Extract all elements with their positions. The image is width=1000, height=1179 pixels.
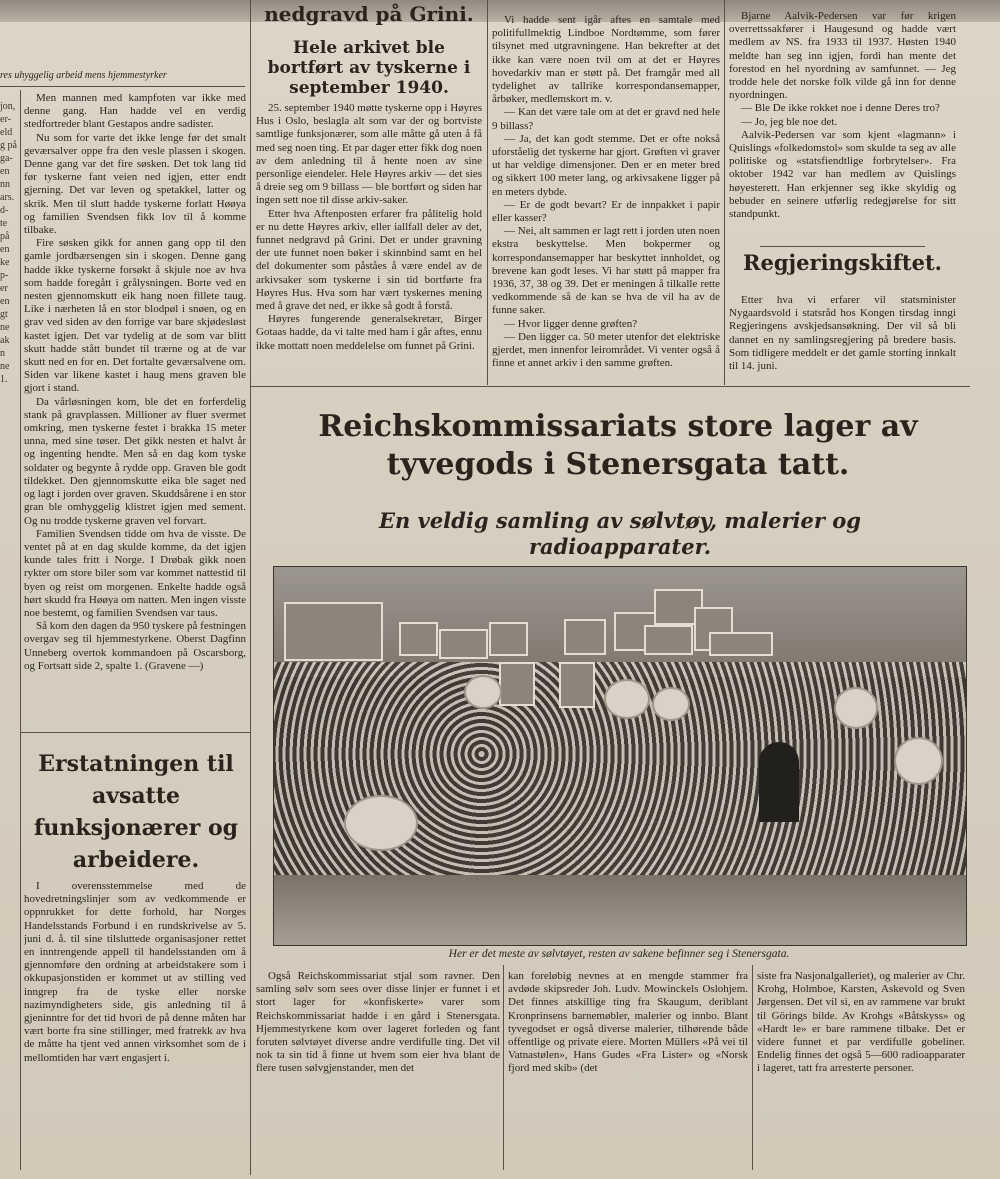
main-col-1: Også Reichskommissariat stjal som ravner. Den samling sølv som sees over disse linjer er funnet i et stort lager for «konfiskerte» varer som Reichskommissariat hadde i en gård i Stenersgata. Hjemmestyrkene kom over lageret forleden og fant foruten sølvtøyet diverse andre verdifulle ting. Det vil nok ta sin tid å finne ut hvem som eier hva blant de flere tusen sølvgjenstander, men det — [256, 970, 500, 1075]
edge-fragment: eld — [0, 127, 13, 138]
paragraph: — Den ligger ca. 50 meter utenfor det elektriske gjerdet, men innenfor leirområdet. Vi venter også å finne et annet arkiv i den samme grøften. — [492, 330, 720, 370]
paragraph: — Nei, alt sammen er lagt rett i jorden uten noen ekstra beskyttelse. Men bokpermer og korrespondansemapper har beskyttet innholdet, og brevene kan godt leses. Vi har støtt på mapper fra 1936, 37, 38 og 39. Det er meningen å tilkalle rette vedkommende så de kan se hva de vil ha av de funne saker. — [492, 225, 720, 317]
edge-fragment: ne — [0, 322, 10, 333]
edge-fragment: på — [0, 231, 10, 242]
paragraph: — Ble De ikke rokket noe i denne Deres tro? — [741, 102, 940, 115]
erstatningen-body: I overensstemmelse med de hovedretningslinjer som av vedkommende er oppnrukket for dette forhold, har Norges Handelsstands Forbund i en rundskrivelse av 5. juni d. å. til sine tilsluttede organisasjoner rettet en inntrengende appell til handelsstanden om å gjennomføre den ordning at arbeidstakere som i okkupasjonstiden er kommet ut av stilling ved inngrep fra de tyske eller norske nazimyndigheters side, gis anledning til å gjeninntre for det tid hvori de på denne måten har vært borte fra sine stillinger, med fratrekk av hva de måtte ha tjent ved annen virksomhet som de i mellomtiden har vært engasjert i. — [24, 880, 246, 1064]
paragraph: Etter hva Aftenposten erfarer fra pålitelig hold er nu dette Høyres arkiv, eller iallfall deler av det, funnet nedgravd på Grini. Det er under gravning der ute funnet noen bøker i skinnbind samt en hel del dokumenter som påståes å være endel av de arkivsaker som tyskerne i sin tid bortførte fra Høyres Hus. Hva som har vært tyskernes mening med å grave det ned, er ikke så godt å forstå. — [256, 207, 482, 313]
paragraph: Fire søsken gikk for annen gang opp til den gamle jordbærsengen sin i skogen. Denne gang hadde ikke tyskerne forsøkt å skjule noe av hva som hadde foregått i grålysningen. Borte ved en nesten gjennomskutt eik hang noen fillete taug. Like i nærheten lå en stor blodpøl i snøen, og en grav ved siden av den forrige var bare skjødesløst kastet igjen. Det var tydelig at de som var blitt skutt hadde stått bundet til trærne og at de var skutt ned en for en. Det fortalte geværsalvene om. Siden var likene kastet i haug mens graven ble gjort i stand. — [24, 237, 246, 395]
paragraph: Da vårløsningen kom, ble det en forferdelig stank på gravplassen. Millioner av fluer svermet omkring, men tyskerne festet i brakka 15 meter unna, med sine tøser. Det gikk nesten et halvt år og ingenting hendte. Men så en dag kom tyske soldater og begynte å rydde opp. Graven ble godt tildekket. Den gjennomskutte eika ble saget ned og lagt i jorden over graven. Skuddsårene i en stor gran ble omhyggelig klistret igjen med sement. Og nu trodde tyskerne graven vel forvart. — [24, 395, 246, 527]
paragraph: — Er de godt bevart? Er de innpakket i papir eller kasser? — [492, 198, 720, 225]
column-rule — [724, 0, 725, 385]
edge-fragment: te — [0, 218, 8, 229]
column-rule — [250, 0, 251, 385]
silverware-photo — [273, 566, 967, 946]
edge-fragment: ke — [0, 257, 10, 268]
top-left-caption: res uhyggelig arbeid mens hjemmestyrker — [0, 70, 167, 81]
paragraph: — Hvor ligger denne grøften? — [504, 317, 638, 330]
column-rule — [250, 385, 251, 1175]
edge-fragment: d- — [0, 205, 9, 216]
paragraph: Nu som for varte det ikke lenge før det smalt geværsalver oppe fra den vesle plassen i skogen. Denne gang var det fire søsken. Det tok lang tid før tyskerne fant veien ned igjen, etter endt gjerning. Det var leven og spetakkel, latter og skrik. Men til slutt hadde tyskerne forlatt Høøya og familien Svendsen fikk lov til å komme tilbake. — [24, 131, 246, 237]
paragraph: — Kan det være tale om at det er gravd ned hele 9 billass? — [492, 106, 720, 132]
paragraph: 25. september 1940 møtte tyskerne opp i Høyres Hus i Oslo, beslagla alt som var der og bortviste samtlige funksjonærer, som alle måtte gå uten å få med seg noen ting. Et par dager etter fikk dog noen av dem anledning til å hente noen av sine personlige eiendeler. Hele Høyres arkiv — det sies å dreie seg om 9 billass — ble bortført og siden har ingen sett noe til disse arkiv-saker. — [256, 102, 482, 207]
edge-fragment: ga- — [0, 153, 13, 164]
regjeringskiftet-headline: Regjeringskiftet. — [743, 250, 942, 275]
edge-fragment: 1. — [0, 374, 8, 385]
main-headline: Reichskommissariats store lager av tyvegods i Stenersgata tatt. — [318, 409, 918, 482]
divider — [20, 732, 250, 733]
paragraph: Familien Svendsen tidde om hva de visste. De ventet på at en dag skulde komme, da det igjen kunde tales fritt i Norge. I Drøbak gikk noen rykter om store biler som var kommet nattestid til byen og reist om morgenen. Enkelte hadde også hørt skudd fra Høøya om natten. Men ingen visste noe bestemt, og familien Svendsen var taus. — [24, 527, 246, 619]
main-col-2: kan foreløbig nevnes at en mengde stammer fra avdøde skipsreder Joh. Ludv. Mowinckels Oslohjem. Det finnes atskillige ting fra Skaugum, deriblant Kronprinsens barnemøbler, malerier og innbo. Blant tyvegodset er også diverse malerier, tilhørende både offentlige og private eiere. Morten Müllers «På vei til Vatnastølen», Hans Gudes «Fra Lister» og «Norsk fjord med skib» (det — [508, 970, 748, 1075]
edge-fragment: en — [0, 244, 10, 255]
regjeringskiftet-body: Etter hva vi erfarer vil statsminister Nygaardsvold i statsråd hos Kongen tirsdag inngi Regjeringens avskjedsansøkning. Der vil så bli dannet en ny samlingsregjering på bredere basis. Som tidligere meddelt er det gamle storting innkalt til 14. juni. — [729, 294, 956, 373]
edge-fragment: jon, — [0, 101, 16, 112]
edge-fragment: nn — [0, 179, 10, 190]
edge-fragment: en — [0, 166, 10, 177]
paragraph: Så kom den dagen da 950 tyskere på festningen overgav seg til hjemmestyrkene. Oberst Dagfinn Unneberg overtok kommandoen på Oscarsborg, og Fortsatt side 2, spalte 1. (Gravene —) — [24, 620, 246, 672]
left-edge-fragments — [0, 100, 20, 1160]
edge-fragment: ne — [0, 361, 10, 372]
column-b-headline: Hele arkivet ble bortført av tyskerne i september 1940. — [267, 38, 471, 98]
main-subheadline: En veldig samling av sølvtøy, malerier og radioapparater. — [379, 508, 861, 559]
column-b-body — [256, 102, 482, 384]
divider — [760, 246, 925, 247]
edge-fragment: en — [0, 296, 10, 307]
paragraph: Bjarne Aalvik-Pedersen var før krigen overrettssakfører i Haugesund og hadde vært medlem av NS. fra 1933 til 1937. Høsten 1940 meldte han seg inn igjen, fordi han mente det forestod en hel nyordning av samfunnet. — Jeg trodde hele det norske folk vilde gå inn for denne nyordningen. — [729, 10, 956, 102]
paragraph: Aalvik-Pedersen var som kjent «lagmann» i Quislings «folkedomstol» som skulde ta seg av alle politiske og «statsfiendtlige forbrytelser». Fra oktober 1942 var han medlem av Quislings høyesterett. Han erkjenner seg ikke skyldig og bebuder en seinere utførlig redegjørelse for sitt standpunkt. — [729, 128, 956, 221]
main-col-3: siste fra Nasjonalgalleriet), og malerier av Chr. Krohg, Holmboe, Karsten, Askevold og Sven Jørgensen. Det vil si, en av rammene var brukt til Görings bilde. Av Krohgs «Båtskyss» og «Hardt le» er bare rammene tilbake. Det er videre funnet et par verdifulle gobeliner. Endelig finnes det også 5—600 radioapparater i lageret, tatt fra arresterte personer. — [757, 970, 965, 1075]
column-b-headline-fragment: nedgravd på Grini. — [264, 2, 474, 26]
paragraph: — Jo, jeg ble noe det. — [741, 115, 838, 128]
edge-fragment: er- — [0, 114, 11, 125]
paragraph: Men mannen med kampfoten var ikke med denne gang. Han hadde vel en verdig stedfortreder blant Gestapos andre sadister. — [24, 92, 246, 131]
paragraph: Høyres fungerende generalsekretær, Birger Gotaas hadde, da vi talte med ham i går aftes, ennu ikke mottatt noen meddelelse om funnet på Grini. — [256, 313, 482, 352]
divider — [250, 386, 970, 387]
erstatningen-headline: Erstatningen til avsatte funksjonærer og arbeidere. — [33, 751, 239, 873]
edge-fragment: er — [0, 283, 8, 294]
column-c-body — [492, 14, 720, 384]
column-d-body — [729, 10, 956, 232]
column-a — [24, 92, 246, 727]
edge-fragment: gt — [0, 309, 8, 320]
column-rule — [503, 965, 504, 1170]
divider — [0, 86, 245, 87]
edge-fragment: g på — [0, 140, 17, 151]
photo-caption: Her er det meste av sølvtøyet, resten av sakene befinner seg i Stenersgata. — [448, 948, 790, 960]
edge-fragment: ak — [0, 335, 10, 346]
edge-fragment: n — [0, 348, 5, 359]
edge-fragment: p- — [0, 270, 9, 281]
paragraph: Vi hadde sent igår aftes en samtale med politifullmektig Lindboe Nordtømme, som fører tilsynet med utgravningene. Han bekrefter at det ikke kan være noen tvil om at det er Høyres hovedarkiv man er støtt på. Det framgår med all tydelighet av tallrike korrespondansemapper, årbøker, medlemskort m. v. — [492, 14, 720, 106]
paragraph: — Ja, det kan godt stemme. Det er ofte nokså uforståelig det tyskerne har gjort. Grøften vi graver ut har veldige dimensjoner. Den er en meter bred og sikkert 100 meter lang, og arkivsakene ligger på en meters dybde. — [492, 132, 720, 198]
edge-fragment: ars. — [0, 192, 15, 203]
column-rule — [20, 90, 21, 1170]
column-rule — [487, 0, 488, 385]
column-rule — [752, 965, 753, 1170]
